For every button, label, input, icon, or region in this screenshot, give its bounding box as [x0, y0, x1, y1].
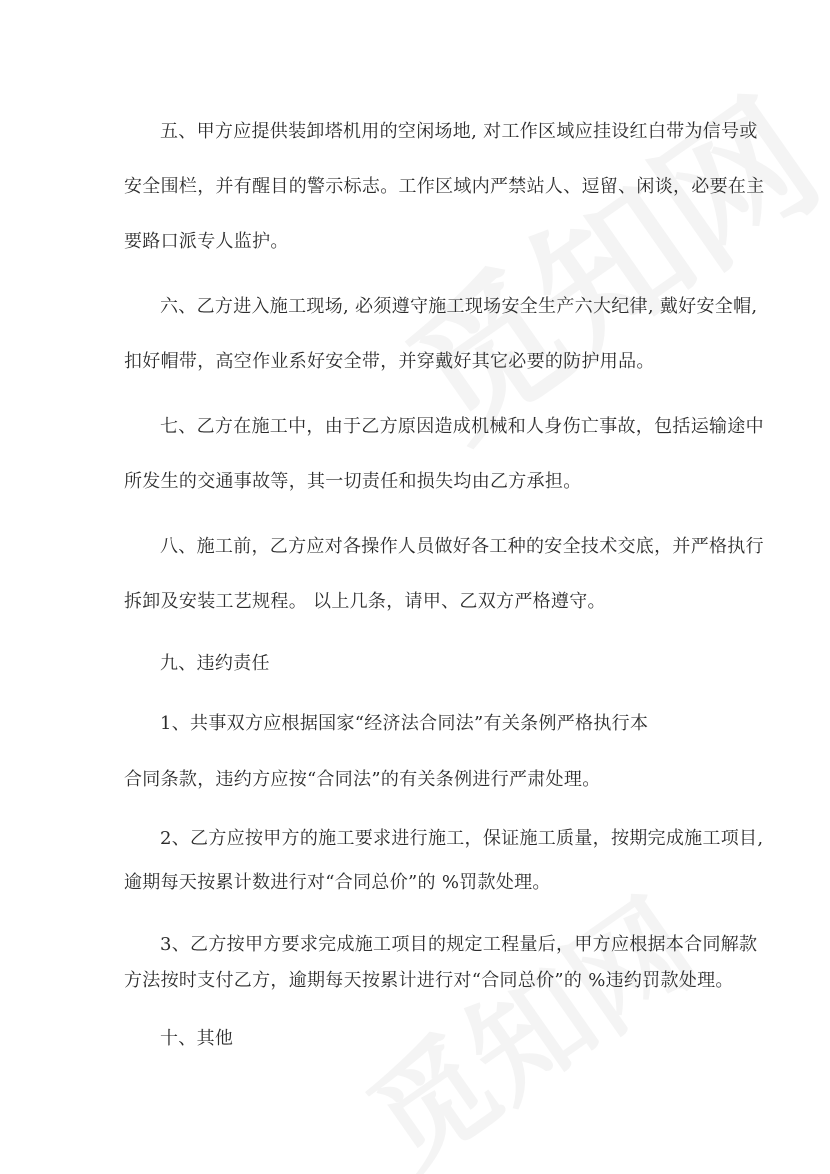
section-heading: 十、其他 — [160, 1028, 234, 1049]
paragraph-line: 1、共事双方应根据国家“经济法合同法”有关条例严格执行本 — [160, 713, 649, 734]
section-heading: 九、违约责任 — [160, 653, 270, 674]
paragraph-line: 七、乙方在施工中，由于乙方原因造成机械和人身伤亡事故，包括运输途中 — [160, 416, 764, 437]
paragraph-line: 五、甲方应提供装卸塔机用的空闲场地, 对工作区域应挂设红白带为信号或 — [160, 121, 758, 142]
paragraph-line: 2、乙方应按甲方的施工要求进行施工，保证施工质量，按期完成施工项目, — [160, 828, 764, 849]
watermark — [330, 854, 724, 1174]
paragraph-line: 扣好帽带，高空作业系好安全带，并穿戴好其它必要的防护用品。 — [124, 351, 655, 372]
watermark — [360, 42, 830, 477]
paragraph-line: 安全围栏，并有醒目的警示标志。工作区域内严禁站人、逗留、闲谈，必要在主 — [124, 176, 765, 197]
paragraph-line: 方法按时支付乙方，逾期每天按累计进行对“合同总价”的 %违约罚款处理。 — [124, 970, 734, 991]
paragraph-line: 所发生的交通事故等，其一切责任和损失均由乙方承担。 — [124, 471, 582, 492]
paragraph-line: 合同条款，违约方应按“合同法”的有关条例进行严肃处理。 — [124, 769, 601, 790]
paragraph-line: 3、乙方按甲方要求完成施工项目的规定工程量后，甲方应根据本合同解款 — [160, 934, 758, 955]
paragraph-line: 六、乙方进入施工现场, 必须遵守施工现场安全生产六大纪律, 戴好安全帽, — [160, 296, 758, 317]
paragraph-line: 八、施工前，乙方应对各操作人员做好各工种的安全技术交底，并严格执行 — [160, 536, 764, 557]
paragraph-line: 要路口派专人监护。 — [124, 231, 289, 252]
paragraph-line: 逾期每天按累计数进行对“合同总价”的 %罚款处理。 — [124, 872, 551, 893]
paragraph-line: 拆卸及安装工艺规程。 以上几条，请甲、乙双方严格遵守。 — [124, 591, 606, 612]
